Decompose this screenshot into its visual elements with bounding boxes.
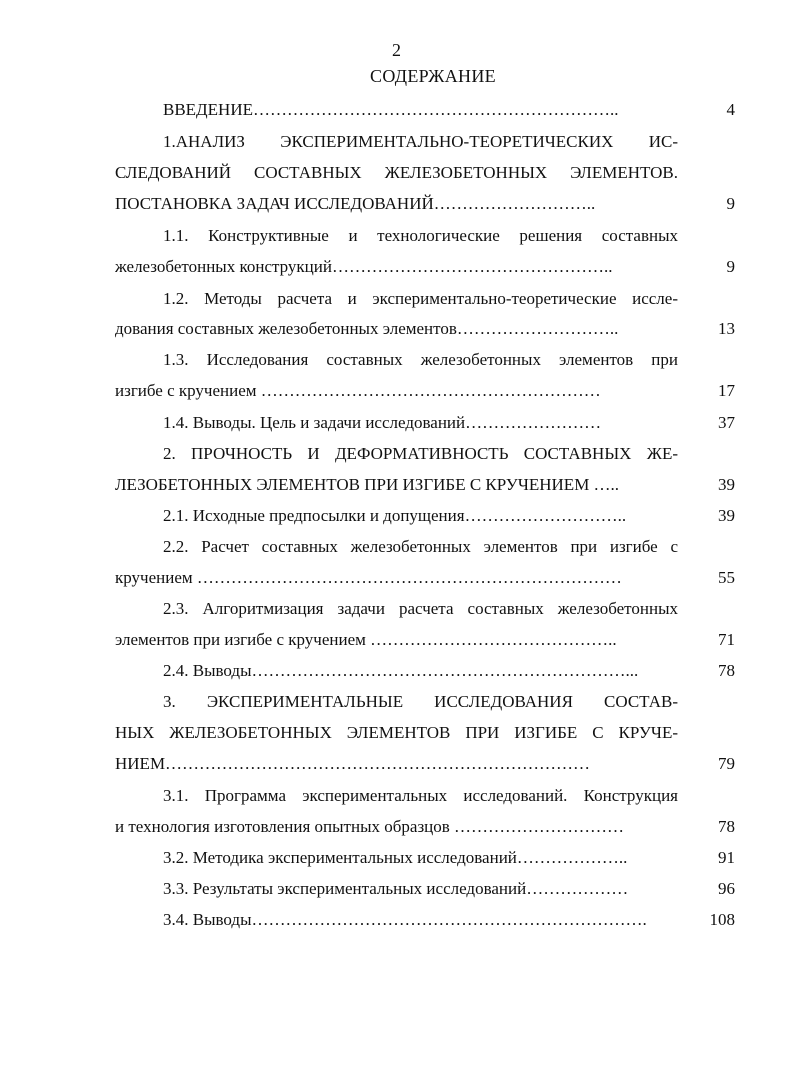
toc-line: 2.1. Исходные предпосылки и допущения……………………….. [163,506,627,525]
toc-line: 1.3. Исследования составных железобетонных элементов при [163,350,678,369]
toc-page-number: 9 [726,194,735,213]
toc-line: 3.2. Методика экспериментальных исследований……………….. [163,848,628,867]
toc-line: железобетонных конструкций………………………………………….. [115,257,613,276]
toc-line: 1.1. Конструктивные и технологические решения составных [163,226,678,245]
toc-page-number: 108 [709,910,735,929]
toc-line: элементов при изгибе с кручением …………………………………….. [115,630,617,649]
toc-page-number: 79 [718,754,735,773]
toc-page-number: 9 [726,257,735,276]
page-title: СОДЕРЖАНИЕ [370,66,496,86]
toc-line: 1.2. Методы расчета и экспериментально-теоретические иссле- [163,289,678,308]
toc-line: 3.3. Результаты экспериментальных исследований……………… [163,879,629,898]
toc-page-number: 55 [718,568,735,587]
toc-line: 2.2. Расчет составных железобетонных элементов при изгибе с [163,537,678,556]
toc-page-number: 78 [718,661,735,680]
toc-line: НИЕМ………………………………………………………………… [115,754,591,773]
toc-line: 3.1. Программа экспериментальных исследований. Конструкция [163,786,678,805]
toc-line: ВВЕДЕНИЕ……………………………………………………….. [163,100,619,119]
toc-line: НЫХ ЖЕЛЕЗОБЕТОННЫХ ЭЛЕМЕНТОВ ПРИ ИЗГИБЕ С КРУЧЕ- [115,723,678,742]
toc-page-number: 17 [718,381,735,400]
toc-line: ПОСТАНОВКА ЗАДАЧ ИССЛЕДОВАНИЙ……………………….. [115,194,596,213]
toc-line: 1.4. Выводы. Цель и задачи исследований…………………… [163,413,602,432]
toc-page-number: 78 [718,817,735,836]
toc-page-number: 37 [718,413,735,432]
toc-line: 3.4. Выводы……………………………………………………………. [163,910,647,929]
toc-line: 2. ПРОЧНОСТЬ И ДЕФОРМАТИВНОСТЬ СОСТАВНЫХ ЖЕ- [163,444,678,463]
toc-line: 2.3. Алгоритмизация задачи расчета составных железобетонных [163,599,678,618]
toc-line: 3. ЭКСПЕРИМЕНТАЛЬНЫЕ ИССЛЕДОВАНИЯ СОСТАВ- [163,692,678,711]
toc-line: ЛЕЗОБЕТОННЫХ ЭЛЕМЕНТОВ ПРИ ИЗГИБЕ С КРУЧЕНИЕМ ….. [115,475,620,494]
toc-line: изгибе с кручением …………………………………………………… [115,381,601,400]
toc-line: 2.4. Выводы…………………………………………………………... [163,661,639,680]
toc-line: СЛЕДОВАНИЙ СОСТАВНЫХ ЖЕЛЕЗОБЕТОННЫХ ЭЛЕМЕНТОВ. [115,163,678,182]
toc-line: кручением ………………………………………………………………… [115,568,622,587]
toc-page-number: 96 [718,879,735,898]
toc-page-number: 91 [718,848,735,867]
toc-page-number: 39 [718,506,735,525]
toc-page-number: 4 [726,100,735,119]
toc-page-number: 39 [718,475,735,494]
toc-line: и технология изготовления опытных образцов ………………………… [115,817,625,836]
toc-line: дования составных железобетонных элементов……………………….. [115,319,619,338]
toc-page-number: 13 [718,319,735,338]
page-number: 2 [392,40,401,60]
toc-line: 1.АНАЛИЗ ЭКСПЕРИМЕНТАЛЬНО-ТЕОРЕТИЧЕСКИХ ИС- [163,132,678,151]
toc-page-number: 71 [718,630,735,649]
